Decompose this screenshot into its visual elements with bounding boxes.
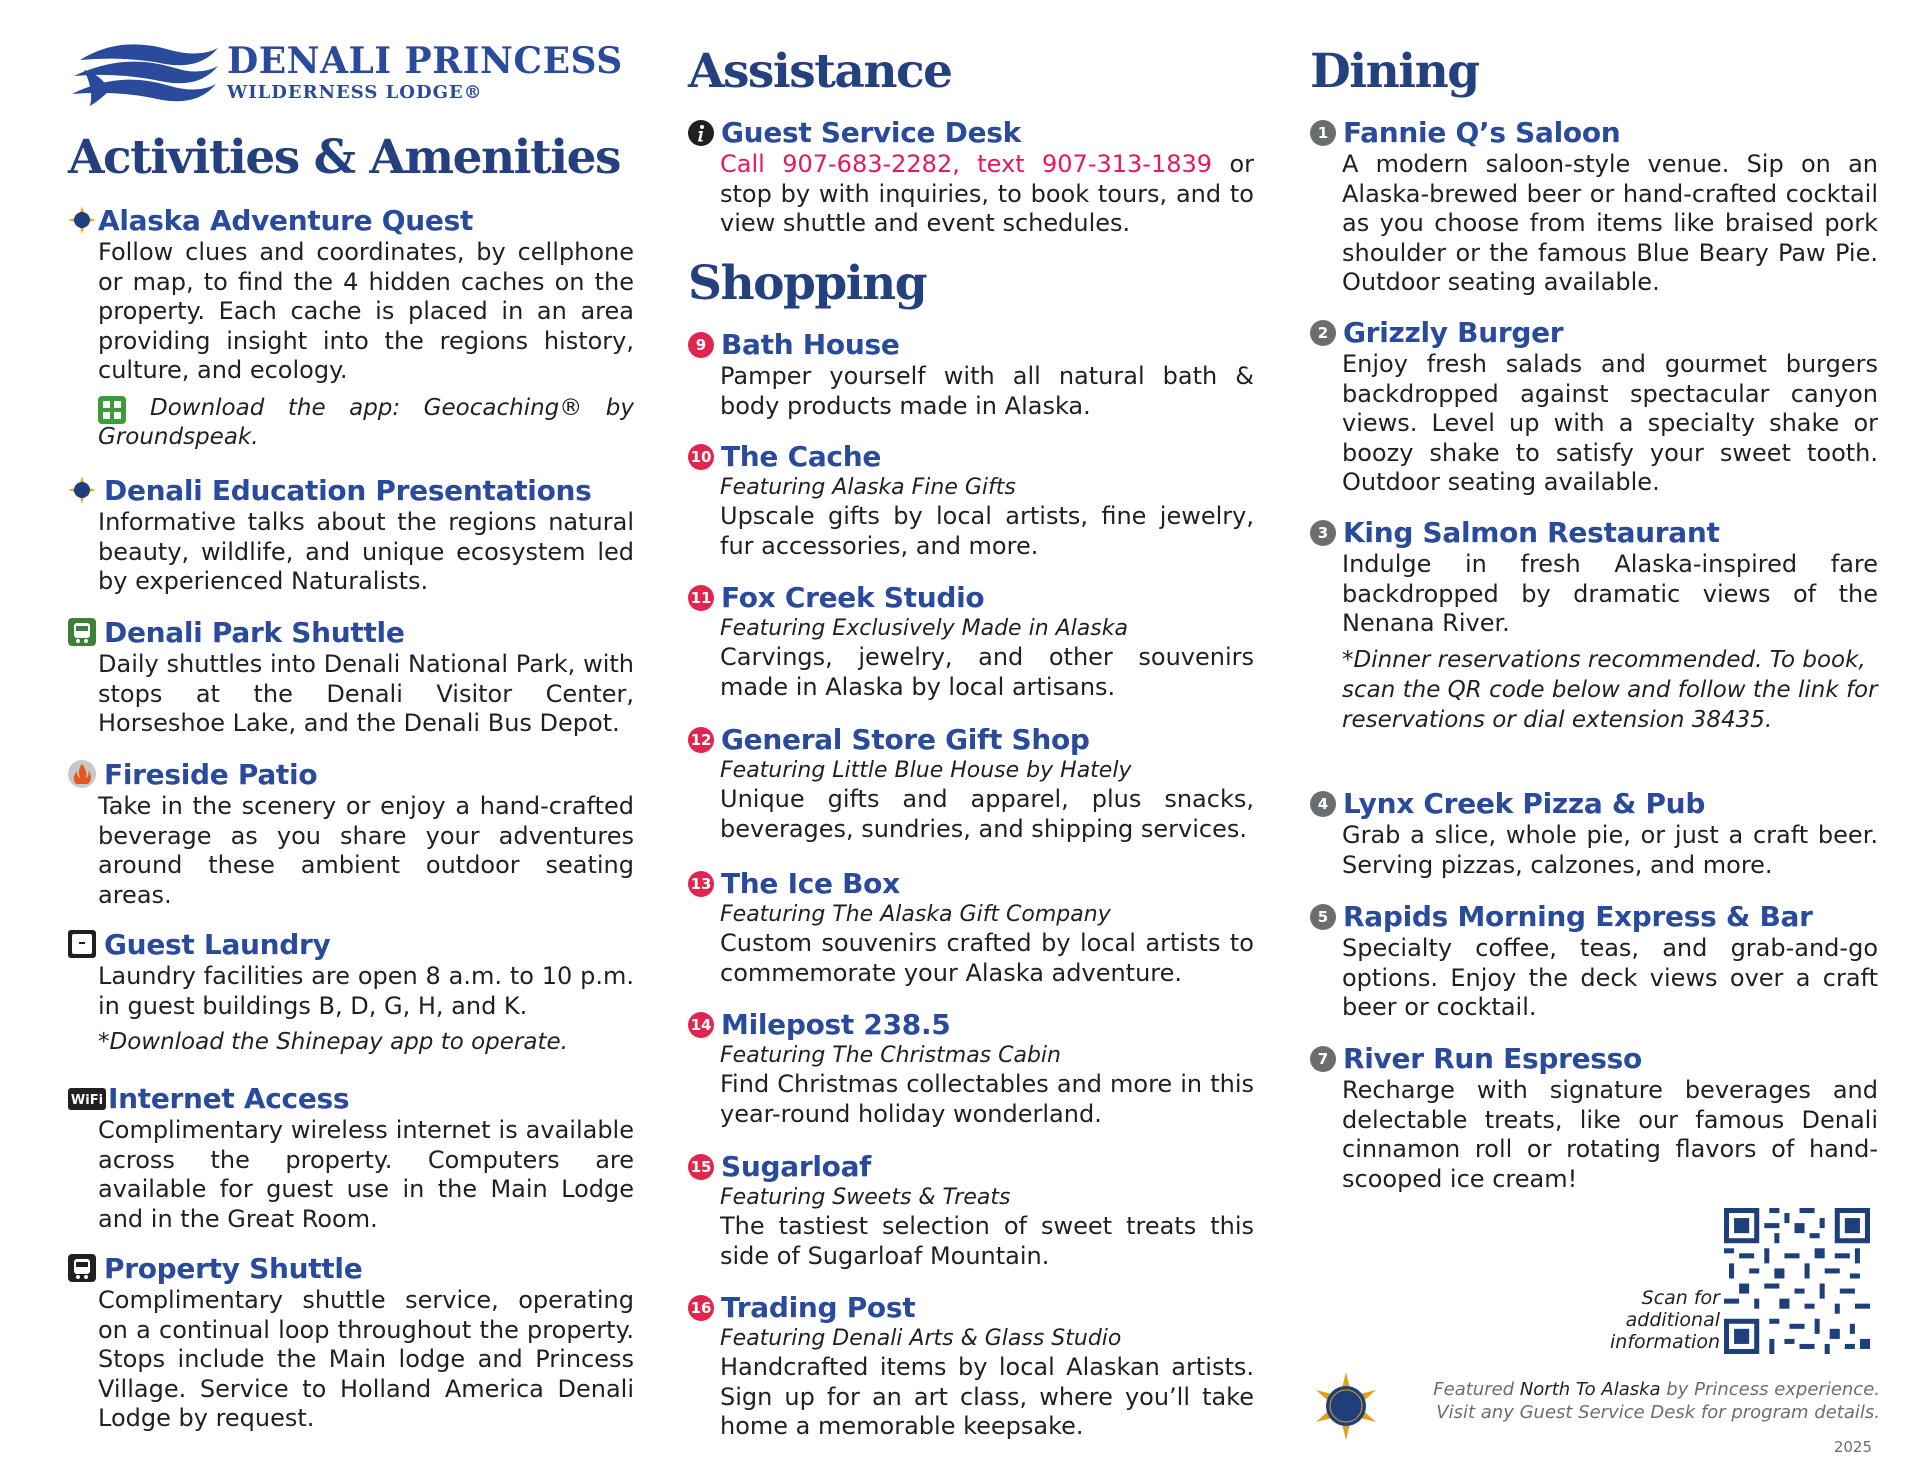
dining-body: A modern saloon-style venue. Sip on an Alaska-brewed beer or hand-crafted cocktail as you choose from items like braised pork shoulder or the famous Blue Beary Paw Pie. Outdoor seating available. — [1342, 150, 1878, 296]
dining-title: Fannie Q’s Saloon — [1343, 116, 1621, 149]
shop-item — [688, 583, 1254, 702]
shop-title: The Ice Box — [721, 867, 900, 900]
activity-item — [68, 476, 634, 597]
bus-icon — [68, 618, 96, 646]
geocaching-note: Download the app: Geocaching® by Groundspeak. — [98, 394, 634, 450]
brand-subtitle: WILDERNESS LODGE® — [227, 82, 483, 103]
shop-title: Milepost 238.5 — [721, 1008, 951, 1041]
compass-icon — [68, 476, 96, 504]
dining-item — [1310, 1044, 1878, 1194]
dining-title: Lynx Creek Pizza & Pub — [1343, 787, 1706, 820]
dining-item — [1310, 518, 1878, 735]
shop-body: Handcrafted items by local Alaskan artists. Sign up for an art class, where you’ll take home a memorable keepsake. — [720, 1353, 1254, 1440]
activity-title: Alaska Adventure Quest — [98, 204, 474, 237]
featured-suffix: by Princess experience. Visit any Guest Service Desk for program details. — [1436, 1379, 1880, 1423]
dining-body: Specialty coffee, teas, and grab-and-go options. Enjoy the deck views over a craft beer or cocktail. — [1342, 934, 1878, 1021]
activity-item — [68, 930, 634, 1057]
dining-number-badge: 7 — [1310, 1046, 1336, 1072]
activity-title: Denali Park Shuttle — [104, 616, 405, 649]
shop-body: Unique gifts and apparel, plus snacks, beverages, sundries, and shipping services. — [720, 785, 1254, 843]
shop-featuring: Featuring The Alaska Gift Company — [720, 902, 1111, 927]
activity-title: Internet Access — [108, 1082, 350, 1115]
brand-logo — [70, 40, 623, 110]
year-label: 2025 — [1833, 1438, 1872, 1456]
shop-body: Find Christmas collectables and more in this year-round holiday wonderland. — [720, 1070, 1254, 1128]
activity-body: Follow clues and coordinates, by cellphone or map, to find the 4 hidden caches on the property. Each cache is placed in an area providing insight into the regions history, culture, and ecology. — [98, 238, 634, 384]
shop-title: Sugarloaf — [721, 1150, 872, 1183]
activity-body: Complimentary shuttle service, operating on a continual loop throughout the property. Stops include the Main lodge and Princess Village. Service to Holland America Denali Lodge by request. — [98, 1286, 634, 1432]
shop-title: The Cache — [721, 440, 882, 473]
activities-heading: Activities & Amenities — [68, 130, 620, 185]
dining-title: King Salmon Restaurant — [1343, 516, 1720, 549]
guest-service-title: Guest Service Desk — [721, 116, 1021, 149]
dining-body: Indulge in fresh Alaska-inspired fare backdropped by dramatic views of the Nenana River. — [1342, 550, 1878, 637]
activity-title: Property Shuttle — [104, 1252, 363, 1285]
activity-title: Denali Education Presentations — [104, 474, 592, 507]
shopping-heading: Shopping — [688, 256, 927, 311]
shop-featuring: Featuring Sweets & Treats — [720, 1185, 1011, 1210]
dining-body: Enjoy fresh salads and gourmet burgers backdropped against spectacular canyon views. Level up with a specialty shake or boozy shake to satisfy your sweet tooth. Outdoor seating available. — [1342, 350, 1878, 496]
dining-title: Grizzly Burger — [1343, 316, 1564, 349]
washer-icon — [68, 930, 96, 958]
activity-item — [68, 618, 634, 739]
activity-title: Fireside Patio — [104, 758, 318, 791]
shop-number-badge: 15 — [688, 1154, 714, 1180]
shop-body: Custom souvenirs crafted by local artists to commemorate your Alaska adventure. — [720, 929, 1254, 987]
guest-service-phone: Call 907-683-2282, text 907-313-1839 — [720, 150, 1213, 178]
activity-note: *Download the Shinepay app to operate. — [98, 1029, 568, 1055]
wave-logo-icon — [70, 40, 220, 108]
dining-title: River Run Espresso — [1343, 1042, 1642, 1075]
dining-body: Grab a slice, whole pie, or just a craft beer. Serving pizzas, calzones, and more. — [1342, 821, 1878, 879]
shop-title: General Store Gift Shop — [721, 723, 1090, 756]
dining-number-badge: 3 — [1310, 520, 1336, 546]
shop-featuring: Featuring Denali Arts & Glass Studio — [720, 1326, 1122, 1351]
activity-body: Take in the scenery or enjoy a hand-crafted beverage as you share your adventures around these ambient outdoor seating areas. — [98, 792, 634, 909]
activity-body: Complimentary wireless internet is available across the property. Computers are available for guest use in the Main Lodge and in the Great Room. — [98, 1116, 634, 1233]
bus-icon — [68, 1254, 96, 1282]
shop-item — [688, 442, 1254, 561]
dining-number-badge: 5 — [1310, 904, 1336, 930]
activity-body: Informative talks about the regions natural beauty, wildlife, and unique ecosystem led by experienced Naturalists. — [98, 508, 634, 595]
shop-item — [688, 330, 1254, 421]
geocaching-app-icon — [98, 396, 126, 424]
shop-body: Pamper yourself with all natural bath & body products made in Alaska. — [720, 362, 1254, 420]
shop-item — [688, 1152, 1254, 1271]
shop-title: Bath House — [721, 328, 900, 361]
dining-note: *Dinner reservations recommended. To book, scan the QR code below and follow the link for reservations or dial extension 38435. — [1342, 646, 1878, 733]
qr-caption: Scan for additional information — [1610, 1287, 1720, 1353]
featured-experience-note — [1400, 1378, 1880, 1424]
dining-item — [1310, 902, 1878, 1023]
dining-heading: Dining — [1310, 44, 1479, 99]
activity-title: Guest Laundry — [104, 928, 331, 961]
dining-title: Rapids Morning Express & Bar — [1343, 900, 1813, 933]
dining-item — [1310, 118, 1878, 298]
info-icon — [688, 120, 714, 146]
shop-title: Trading Post — [721, 1291, 916, 1324]
shop-body: Carvings, jewelry, and other souvenirs made in Alaska by local artisans. — [720, 643, 1254, 701]
dining-number-badge: 2 — [1310, 320, 1336, 346]
dining-item — [1310, 318, 1878, 498]
guest-service-body — [720, 150, 1254, 239]
activity-item — [68, 206, 634, 452]
dining-number-badge: 1 — [1310, 120, 1336, 146]
compass-icon — [68, 206, 96, 234]
fire-icon — [68, 760, 96, 788]
shop-item — [688, 1010, 1254, 1129]
north-to-alaska-seal-icon — [1312, 1372, 1380, 1440]
svg-text:WiFi: WiFi — [70, 1093, 104, 1108]
shop-body: The tastiest selection of sweet treats this side of Sugarloaf Mountain. — [720, 1212, 1254, 1270]
activity-item — [68, 1254, 634, 1434]
guest-service-text: or stop by with inquiries, to book tours, and to view shuttle and event schedules. — [720, 150, 1254, 237]
activity-item — [68, 1084, 634, 1234]
shop-featuring: Featuring The Christmas Cabin — [720, 1043, 1061, 1068]
shop-number-badge: 16 — [688, 1295, 714, 1321]
shop-number-badge: 13 — [688, 871, 714, 897]
shop-title: Fox Creek Studio — [721, 581, 985, 614]
shop-item — [688, 1293, 1254, 1442]
dining-body: Recharge with signature beverages and delectable treats, like our famous Denali cinnamon roll or rotating flavors of hand-scooped ice cream! — [1342, 1076, 1878, 1193]
shop-featuring: Featuring Alaska Fine Gifts — [720, 475, 1016, 500]
shop-item — [688, 869, 1254, 988]
shop-body: Upscale gifts by local artists, fine jewelry, fur accessories, and more. — [720, 502, 1254, 560]
guest-service-item — [688, 118, 1254, 239]
activity-body: Daily shuttles into Denali National Park, with stops at the Denali Visitor Center, Horseshoe Lake, and the Denali Bus Depot. — [98, 650, 634, 737]
brand-name: DENALI PRINCESS — [227, 40, 623, 82]
dining-number-badge: 4 — [1310, 791, 1336, 817]
dining-item — [1310, 789, 1878, 880]
shop-number-badge: 12 — [688, 727, 714, 753]
assistance-heading: Assistance — [688, 44, 952, 99]
shop-number-badge: 9 — [688, 332, 714, 358]
featured-brand: North To Alaska — [1519, 1379, 1661, 1400]
featured-prefix: Featured — [1433, 1379, 1520, 1400]
wifi-icon — [68, 1088, 106, 1110]
shop-number-badge: 10 — [688, 444, 714, 470]
shop-number-badge: 14 — [688, 1012, 714, 1038]
activity-body: Laundry facilities are open 8 a.m. to 10 p.m. in guest buildings B, D, G, H, and K. — [98, 962, 634, 1020]
qr-code-icon[interactable] — [1724, 1208, 1870, 1354]
shop-item — [688, 725, 1254, 844]
activity-item — [68, 760, 634, 910]
shop-number-badge: 11 — [688, 585, 714, 611]
shop-featuring: Featuring Exclusively Made in Alaska — [720, 616, 1128, 641]
shop-featuring: Featuring Little Blue House by Hately — [720, 758, 1132, 783]
